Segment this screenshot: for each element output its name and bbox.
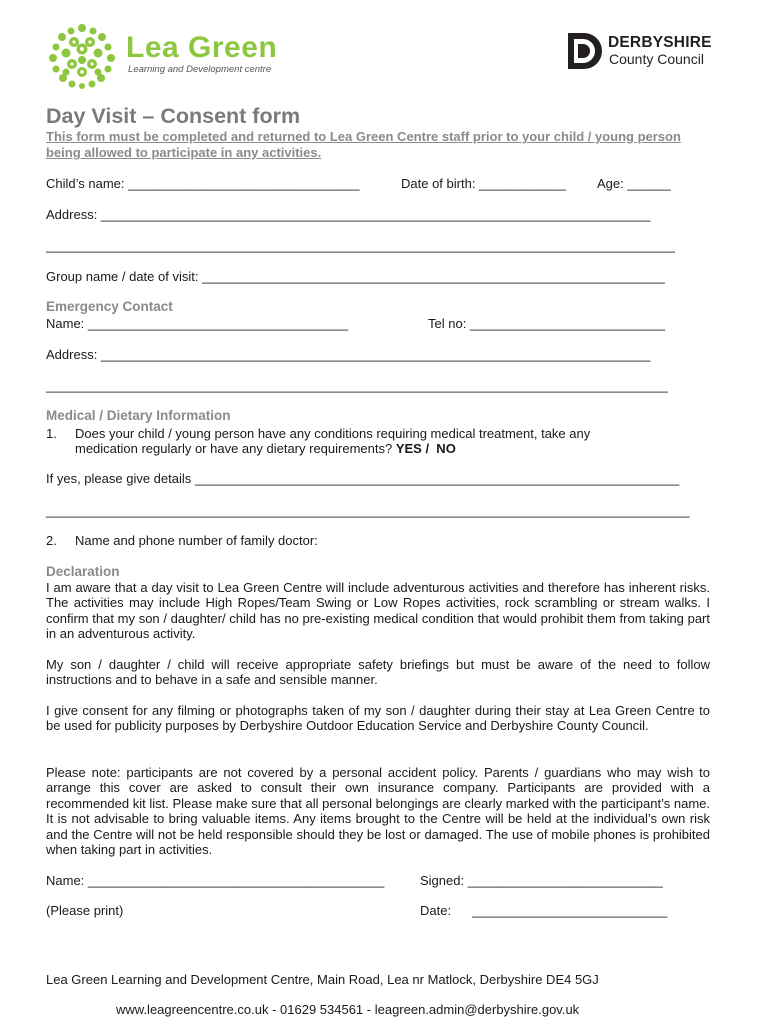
declaration-heading: Declaration [46, 564, 120, 579]
emergency-tel-field[interactable]: Tel no: ___________________________ [428, 316, 666, 331]
please-print-note: (Please print) [46, 903, 124, 918]
address-field-line1[interactable]: Address: ____________________________________________________________________________ [46, 207, 651, 222]
date-of-birth-field[interactable]: Date of birth: ____________ [401, 176, 566, 191]
medical-details-line1[interactable]: If yes, please give details ___________________________________________________________________ [46, 471, 680, 486]
declaration-paragraph-1: I am aware that a day visit to Lea Green Centre will include adventurous activities and therefore has inherent risks. The activities may include High Ropes/Team Swing or Low Ropes activities, rock scrambling or stream walks. I confirm that my son / daughter/ child has no pre-existing medical condition that would prohibit them from taking part in an adventurous activity. [46, 580, 710, 642]
yes-no-choice[interactable]: YES / NO [395, 441, 456, 456]
signed-field[interactable]: Signed: ___________________________ [420, 873, 663, 888]
signoff-name-field[interactable]: Name: _________________________________________ [46, 873, 385, 888]
date-field[interactable]: ___________________________ [472, 903, 668, 918]
form-title: Day Visit – Consent form [46, 104, 301, 128]
emergency-address-line2[interactable]: ______________________________________________________________________________________ [46, 378, 668, 393]
medical-details-line2[interactable]: _________________________________________________________________________________________ [46, 503, 690, 518]
footer-contact[interactable]: www.leagreencentre.co.uk - 01629 534561 - leagreen.admin@derbyshire.gov.uk [116, 1002, 580, 1017]
question-1-line1: Does your child / young person have any conditions requiring medical treatment, take any [75, 426, 591, 441]
emergency-address-line1[interactable]: Address: ____________________________________________________________________________ [46, 347, 651, 362]
derbyshire-council-logo [566, 30, 726, 72]
question-2-number: 2. [46, 533, 57, 548]
form-intro-text: This form must be completed and returned to Lea Green Centre staff prior to your child / young person being allowed to participate in any activities. [46, 129, 681, 160]
date-label: Date: [420, 903, 452, 918]
footer-address: Lea Green Learning and Development Centre, Main Road, Lea nr Matlock, Derbyshire DE4 5GJ [46, 972, 599, 987]
question-1-line2 [75, 441, 456, 456]
group-visit-field[interactable]: Group name / date of visit: ________________________________________________________________ [46, 269, 665, 284]
form-intro [46, 129, 706, 161]
lea-green-wordmark: Lea Green [126, 31, 278, 64]
address-field-line2[interactable]: _______________________________________________________________________________________ [46, 238, 676, 253]
council-name-line1: DERBYSHIRE [608, 34, 712, 51]
age-field[interactable]: Age: ______ [597, 176, 671, 191]
question-1-line2-text: medication regularly or have any dietary requirements? [75, 441, 393, 456]
question-2-text[interactable]: Name and phone number of family doctor: [75, 533, 318, 548]
question-1-number: 1. [46, 426, 57, 441]
council-name-line2: County Council [609, 51, 704, 67]
emergency-name-field[interactable]: Name: ____________________________________ [46, 316, 349, 331]
lea-green-tagline: Learning and Development centre [128, 64, 272, 75]
council-d-emblem-icon [566, 31, 604, 71]
emergency-contact-heading: Emergency Contact [46, 299, 173, 314]
lea-green-emblem-icon [44, 22, 120, 92]
declaration-paragraph-2: My son / daughter / child will receive appropriate safety briefings but must be aware of the need to follow instructions and to behave in a safe and sensible manner. [46, 657, 710, 688]
lea-green-logo [44, 22, 284, 92]
declaration-paragraph-3: I give consent for any filming or photographs taken of my son / daughter during their stay at Lea Green Centre to be used for publicity purposes by Derbyshire Outdoor Education Service and Derbyshire County Council. [46, 703, 710, 734]
declaration-paragraph-4: Please note: participants are not covered by a personal accident policy. Parents / guardians who may wish to arrange this cover are asked to consult their own insurance company. Participants are provided with a recommended kit list. Please make sure that all personal belongings are clearly marked with the participant’s name. It is not advisable to bring valuable items. Any items brought to the Centre will be held at the individual’s own risk and the Centre will not be held responsible should they be lost or damaged. The use of mobile phones is prohibited when taking part in activities. [46, 765, 710, 858]
childs-name-field[interactable]: Child’s name: ________________________________ [46, 176, 360, 191]
medical-heading: Medical / Dietary Information [46, 408, 231, 423]
